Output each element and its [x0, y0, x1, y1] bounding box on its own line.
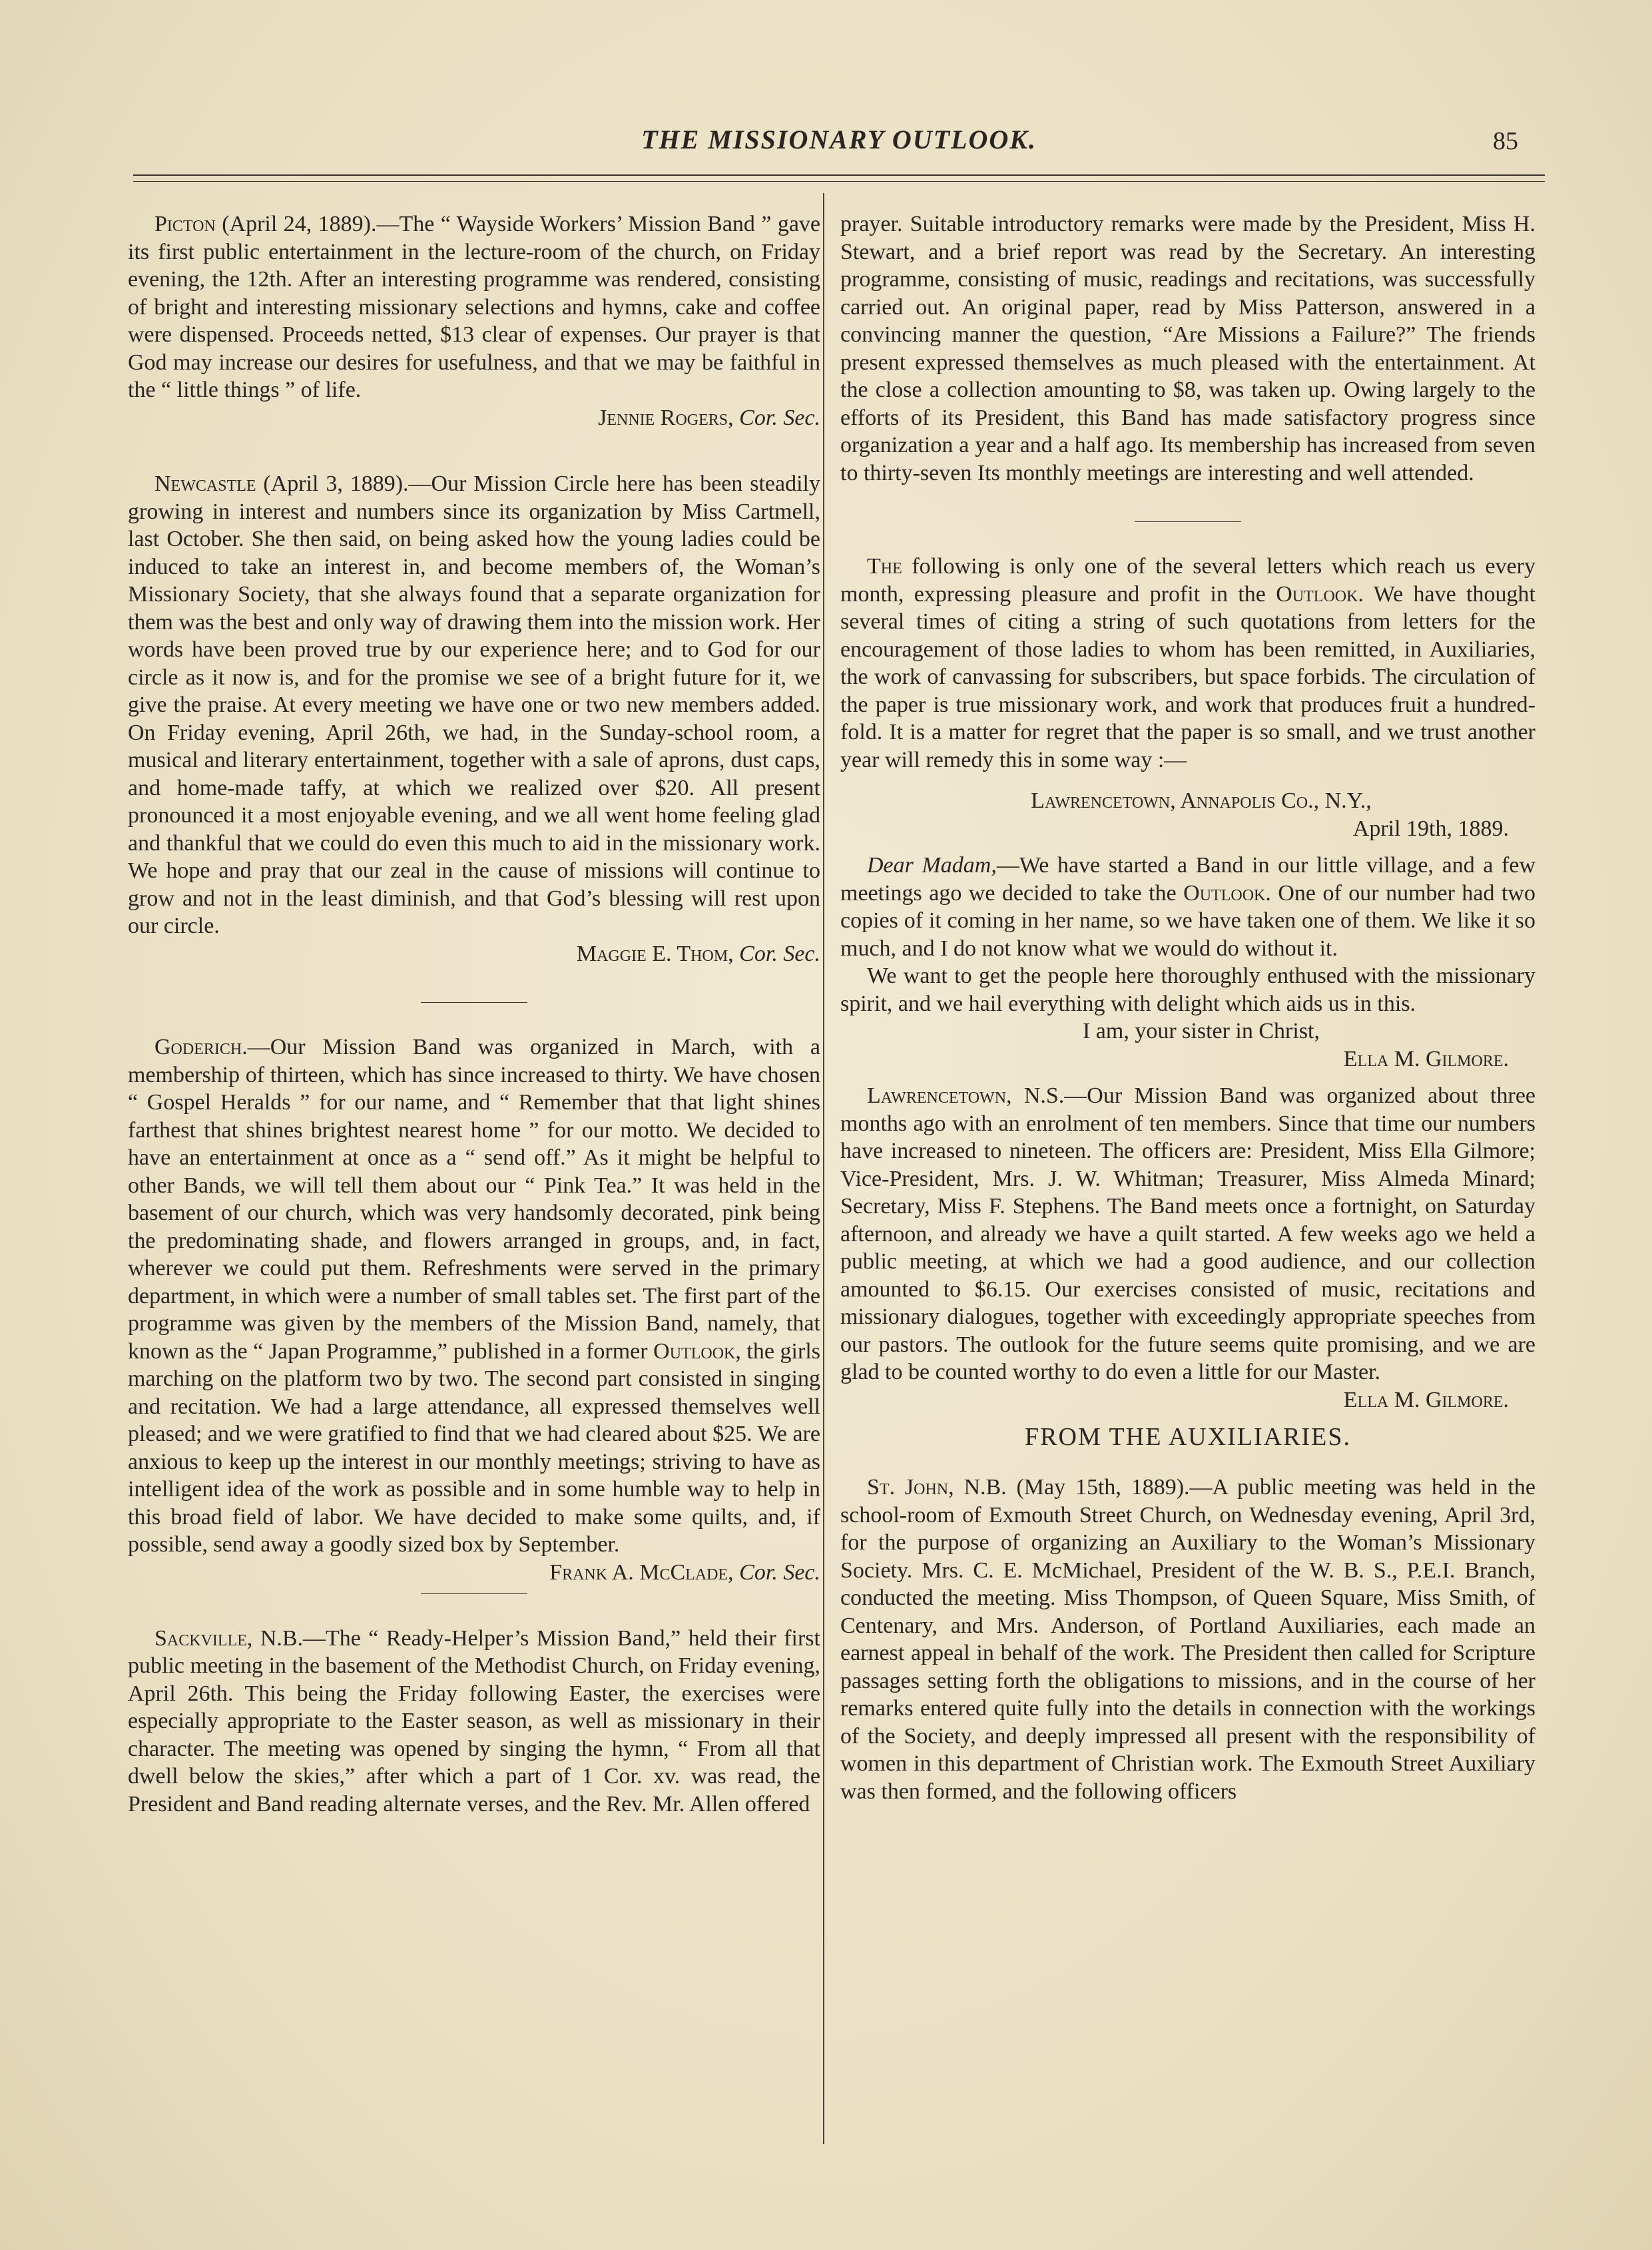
article-text: (April 24, 1889).—The “ Wayside Workers’ Mission Band ” gave its first public entertainment in the lecture-room of the church, on Friday evening, the 12th. After an interesting programme was rendered, consisting of bright and interesting missionary selections and hymns, cake and coffee were dispensed. Proceeds netted, $13 clear of expenses. Our prayer is that God may increase our desires for usefulness, and that we may be faithful in the “ little things ” of life.: [128, 212, 820, 402]
article-lawrencetown: [840, 1082, 1535, 1412]
left-column: [128, 210, 820, 1818]
right-column: [840, 210, 1535, 1805]
signature: [128, 404, 820, 432]
article-st-john: [840, 1474, 1535, 1805]
article-body: [128, 210, 820, 404]
letter-closing: I am, your sister in Christ,: [1082, 1019, 1320, 1043]
article-body: [840, 553, 1535, 774]
section-heading: FROM THE AUXILIARIES.: [1025, 1422, 1351, 1451]
letter-place: Lawrencetown, Annapolis Co., N.Y.,: [1031, 788, 1372, 813]
article-text-cont: . We have thought several times of citing a string of such quotations from letters for the encouragement of those ladies to whom has been remitted, in Auxiliaries, the work of canvassing for subscribers, but space forbids. The circulation of the paper is true missionary work, and work that produces fruit a hundred-fold. It is a matter for regret that the paper is so small, and we trust another year will remedy this in some way :—: [840, 581, 1535, 772]
signature-role: Cor. Sec.: [739, 941, 820, 966]
article-text: N.B.—The “ Ready-Helper’s Mission Band,” held their first public meeting in the basement of the Methodist Church, on Friday evening, April 26th. This being the Friday following Easter, the exercises were especially appropriate to the Easter season, as well as missionary in their character. The meeting was opened by singing the hymn, “ From all that dwell below the skies,” after which a part of 1 Cor. xv. was read, the President and Band reading alternate verses, and the Rev. Mr. Allen offered: [128, 1625, 820, 1817]
article-text: N.S.—Our Mission Band was organized about three months ago with an enrolment of ten members. Since that time our numbers have increased to nineteen. The officers are: President, Miss Ella Gilmore; Vice-President, Mrs. J. W. Whitman; Treasurer, Miss Almeda Minard; Secretary, Miss F. Stephens. The Band meets once a fortnight, on Saturday afternoon, and already we have a quilt started. A few weeks ago we held a public meeting, at which we had a good audience, and our collection amounted to $6.15. Our exercises consisted of music, recitations and missionary dialogues, together with exceedingly appropriate speeches from our pastors. The outlook for the future seems quite promising, and we are glad to be counted worthy to do even a little for our Master.: [840, 1083, 1535, 1384]
signature-name: Frank A. McClade,: [549, 1559, 734, 1585]
article-body: [128, 1625, 820, 1819]
signature-role: Cor. Sec.: [739, 1559, 820, 1585]
article-body: [840, 1082, 1535, 1412]
column-divider: [823, 193, 824, 2144]
article-body: [128, 470, 820, 940]
article-sackville: [128, 1625, 820, 1819]
article-lead: Picton: [154, 212, 216, 236]
article-lead: St. John,: [867, 1475, 954, 1500]
letter: [840, 787, 1535, 1073]
article-body: [128, 1033, 820, 1585]
signature: [128, 940, 820, 968]
page-number: 85: [1493, 127, 1518, 155]
article-lead: Goderich.: [154, 1035, 248, 1059]
article-letter-intro: [840, 553, 1535, 774]
letter-text: —We have started a Band in our little village, and a few meetings ago we decided to take the: [840, 853, 1535, 906]
signature-name: Maggie E. Thom,: [576, 941, 734, 966]
article-newcastle: [128, 470, 820, 968]
article-picton: [128, 210, 820, 431]
article-lead: Newcastle: [154, 471, 256, 496]
article-body: [840, 1474, 1535, 1805]
header-rule-thin: [133, 181, 1545, 182]
letter-salutation: Dear Madam,: [867, 853, 997, 878]
article-lead: Sackville,: [154, 1625, 253, 1651]
outlook-name: Outlook: [1183, 880, 1266, 906]
signature-role: Cor. Sec.: [739, 405, 820, 430]
section-separator: [421, 1002, 527, 1003]
outlook-name: Outlook: [653, 1338, 736, 1364]
article-lead: The: [867, 554, 902, 579]
signature: [523, 1559, 820, 1587]
article-text: —Our Mission Band was organized in March, with a membership of thirteen, which has since increased to thirty. We have chosen “ Gospel Heralds ” for our name, and “ Remember that that light shines farthest that shines brightest nearest home ” for our motto. We decided to have an entertainment at once as a “ send off.” As it might be helpful to other Bands, we will tell them about our “ Pink Tea.” It was held in the basement of our church, which was very handsomly decorated, pink being the predominating shade, and flowers arranged in groups, and, in fact, wherever we could put them. Refreshments were served in the primary department, in which were a number of small tables set. The first part of the programme was given by the members of the Mission Band, namely, that known as the “ Japan Programme,” published in a former: [128, 1035, 820, 1364]
article-text: following is only one of the several letters which reach us every month, expressing pleasure and profit in the: [840, 554, 1535, 607]
letter-date: April 19th, 1889.: [1352, 816, 1509, 841]
signature-name: Jennie Rogers,: [598, 405, 734, 430]
signature-name: Ella M. Gilmore.: [1343, 1046, 1509, 1071]
letter-body: [840, 852, 1535, 962]
section-gap: [128, 431, 820, 470]
page-header: [133, 124, 1545, 164]
article-text: (April 3, 1889).—Our Mission Circle here has been steadily growing in interest and numbers since its organization by Miss Cartmell, last October. She then said, on being asked how the young ladies could be induced to take an interest in, and become members of, the Woman’s Missionary Society, that she always found that a separate organization for them was the best and only way of drawing them into the mission work. Her words have been proved true by our experience here; and to God for our circle as it now is, and for the promise we see of a bright future for it, we give the praise. At every meeting we have one or two new members added. On Friday evening, April 26th, we had, in the Sunday-school room, a musical and literary entertainment, together with a sale of aprons, dust caps, and home-made taffy, at which we realized over $20. All present pronounced it a most enjoyable evening, and we all went home feeling glad and thankful that we could do even this much to aid in the missionary work. We hope and pray that our zeal in the cause of missions will continue to grow and not in the least diminish, and that God’s blessing will rest upon our circle.: [128, 471, 820, 938]
article-sackville-continued: prayer. Suitable introductory remarks were made by the President, Miss H. Stewart, and a brief report was read by the Secretary. An interesting programme, consisting of music, readings and recitations, was successfully carried out. An original paper, read by Miss Patterson, answered in a convincing manner the question, “Are Missions a Failure?” The friends present expressed themselves as much pleased with the entertainment. At the close a collection amounting to $8, was taken up. Owing largely to the efforts of its President, this Band has made satisfactory progress since organization a year and a half ago. Its membership has increased from seven to thirty-seven Its monthly meetings are interesting and well attended.: [840, 212, 1535, 485]
signature: [840, 1045, 1535, 1073]
running-title: THE MISSIONARY OUTLOOK.: [641, 125, 1037, 154]
header-rule: [133, 174, 1545, 176]
letter-body-2: We want to get the people here thoroughly enthused with the missionary spirit, and we hail everything with delight which aids us in this.: [840, 964, 1535, 1016]
outlook-name: Outlook: [1276, 581, 1358, 607]
article-goderich: [128, 1033, 820, 1585]
article-lead: Lawrencetown,: [867, 1083, 1012, 1108]
article-text: N.B. (May 15th, 1889).—A public meeting was held in the school-room of Exmouth Street Church, on Wednesday evening, April 3rd, for the purpose of organizing an Auxiliary to the Woman’s Missionary Society. Mrs. C. E. McMichael, President of the W. B. S., P.E.I. Branch, conducted the meeting. Miss Thompson, of Queen Square, Miss Smith, of Centenary, and Mrs. Anderson, of Portland Auxiliaries, each made an earnest appeal in behalf of the work. The President then called for Scripture passages setting forth the obligations to missions, and in the course of her remarks entered quite fully into the details in connection with the workings of the Society, and deeply impressed all present with the responsibility of women in this department of Christian work. The Exmouth Street Auxiliary was then formed, and the following officers: [840, 1475, 1536, 1804]
section-separator: [1135, 521, 1241, 522]
section-separator: [421, 1593, 527, 1594]
letter-text-cont: . One of our number had two copies of it coming in her name, so we have taken one of them. We like it so much, and I do not know what we would do without it.: [840, 880, 1535, 961]
article-text-cont: , the girls marching on the platform two by two. The second part consisted in singing and recitation. We had a large attendance, all expressed themselves well pleased; and we were gratified to find that we had cleared about $25. We are anxious to keep up the interest in our monthly meetings; striving to have as intelligent idea of the work as possible and in some humble way to help in this broad field of labor. We have decided to make some quilts, and, if possible, send away a goodly sized box by September.: [128, 1338, 820, 1557]
signature: Ella M. Gilmore.: [1343, 1387, 1509, 1412]
